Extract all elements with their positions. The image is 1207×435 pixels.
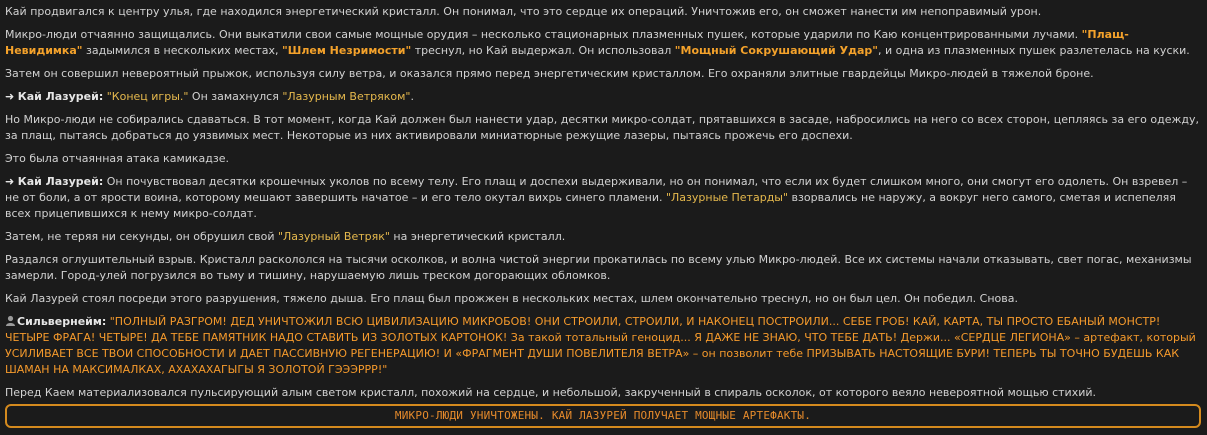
item-cloak: "Плащ-Невидимка" bbox=[5, 28, 1129, 57]
arrow-right-icon: ➜ bbox=[5, 175, 15, 188]
paragraph-ambush: Но Микро-люди не собирались сдаваться. В тот момент, когда Кай должен был нанести удар, десятки микро-солдат, прятавшихся в засаде, набросились на него со всех сторон, цепляясь за его одежду, за плащ, пытаясь добраться до уязвимых мест. Некоторые из них активировали миниатюрные режущие лазеры, пытаясь прожечь его доспехи. bbox=[5, 113, 1199, 142]
skill-name: "Лазурным Ветряком" bbox=[282, 90, 411, 103]
paragraph-intro: Кай продвигался к центру улья, где находился энергетический кристалл. Он понимал, что это сердце их операций. Уничтожив его, он сможет нанести им непоправимый урон. bbox=[5, 5, 1042, 18]
person-icon bbox=[5, 315, 16, 326]
text-segment: задымился в нескольких местах, bbox=[82, 44, 283, 57]
dialogue-quote: "Конец игры." bbox=[106, 90, 189, 103]
dialogue-silvername bbox=[5, 314, 1201, 378]
speaker-name: Сильвернейм: bbox=[17, 315, 107, 328]
dialogue-kai-1 bbox=[5, 89, 1201, 105]
text-segment: на энергетический кристалл. bbox=[389, 230, 566, 243]
text-segment: Он почувствовал десятки крошечных уколов по всему телу. Его плащ и доспехи выдерживали, но он понимал, что если их будет слишком много, они смогут его одолеть. Он взревел – не от боли, а от ярости воина, которому мешают завершить начатое – и его тело окутал вихрь синего пламени. bbox=[5, 175, 1188, 204]
text-segment: взорвались не наружу, а вокруг него самого, сметая и испепеляя всех прицепившихся к нему микро-солдат. bbox=[5, 191, 1176, 220]
text-segment: треснул, но Кай выдержал. Он использовал bbox=[411, 44, 675, 57]
skill-name: "Лазурный Ветряк" bbox=[277, 230, 390, 243]
speaker-name: Кай Лазурей: bbox=[17, 175, 104, 188]
text-segment: Микро-люди отчаянно защищались. Они выкатили свои самые мощные орудия – несколько стационарных плазменных пушек, которые ударили по Каю концентрированными лучами. bbox=[5, 28, 1082, 41]
skill-name: "Лазурные Петарды" bbox=[665, 191, 789, 204]
system-message-banner: МИКРО-ЛЮДИ УНИЧТОЖЕНЫ. КАЙ ЛАЗУРЕЙ ПОЛУЧАЕТ МОЩНЫЕ АРТЕФАКТЫ. bbox=[5, 404, 1201, 428]
dialogue-shout: "ПОЛНЫЙ РАЗГРОМ! ДЕД УНИЧТОЖИЛ ВСЮ ЦИВИЛИЗАЦИЮ МИКРОБОВ! ОНИ СТРОИЛИ, СТРОИЛИ, И НАКОНЕЦ ПОСТРОИЛИ... СЕБЕ ГРОБ! КАЙ, КАРТА, ТЫ ПРОСТО ЕБАНЫЙ МОНСТР! ЧЕТЫРЕ ФРАГА! ЧЕТЫРЕ! ДА ТЕБЕ ПАМЯТНИК НАДО СТАВИТЬ ИЗ ЗОЛОТЫХ КАРТОНОК! За такой тотальный геноцид... Я ДАЖЕ НЕ ЗНАЮ, ЧТО ТЕБЕ ДАТЬ! Держи... «СЕРДЦЕ ЛЕГИОНА» – артефакт, который УСИЛИВАЕТ ВСЕ ТВОИ СПОСОБНОСТИ И ДАЕТ ПАССИВНУЮ РЕГЕНЕРАЦИЮ! И «ФРАГМЕНТ ДУШИ ПОВЕЛИТЕЛЯ ВЕТРА» – он позволит тебе ПРИЗЫВАТЬ НАСТОЯЩИЕ БУРИ! ТЕПЕРЬ ТЫ ТОЧНО БУДЕШЬ КАК ШАМАН НА МАКСИМАЛКАХ, АХАХАХАГЫГЫ Я ЗОЛОТОЙ ГЭЭЭРРР!" bbox=[5, 315, 1196, 376]
paragraph-kamikaze: Это была отчаянная атака камикадзе. bbox=[5, 152, 229, 165]
text-segment: Он замахнулся bbox=[188, 90, 283, 103]
paragraph-defense bbox=[5, 27, 1201, 59]
paragraph-explosion: Раздался оглушительный взрыв. Кристалл раскололся на тысячи осколков, и волна чистой энергии прокатилась по всему улью Микро-людей. Все их системы начали отказывать, свет погас, механизмы замерли. Город-улей погрузился во тьму и тишину, нарушаемую лишь треском догорающих обломков. bbox=[5, 253, 1192, 282]
text-segment: Затем, не теряя ни секунды, он обрушил свой bbox=[5, 230, 278, 243]
text-segment: . bbox=[410, 90, 414, 103]
paragraph-leap: Затем он совершил невероятный прыжок, используя силу ветра, и оказался прямо перед энергетическим кристаллом. Его охраняли элитные гвардейцы Микро-людей в тяжелой броне. bbox=[5, 67, 1094, 80]
dialogue-kai-2 bbox=[5, 174, 1201, 222]
text-segment: , и одна из плазменных пушек разлетелась на куски. bbox=[877, 44, 1190, 57]
item-helmet: "Шлем Незримости" bbox=[282, 44, 412, 57]
paragraph-strike-crystal bbox=[5, 229, 1201, 245]
skill-strike: "Мощный Сокрушающий Удар" bbox=[674, 44, 878, 57]
paragraph-artifacts: Перед Каем материализовался пульсирующий алым светом кристалл, похожий на сердце, и небольшой, закрученный в спираль осколок, от которого веяло невероятной мощью стихий. bbox=[5, 386, 1097, 399]
paragraph-aftermath: Кай Лазурей стоял посреди этого разрушения, тяжело дыша. Его плащ был прожжен в нескольких местах, шлем окончательно треснул, но он был цел. Он победил. Снова. bbox=[5, 292, 1018, 305]
arrow-right-icon: ➜ bbox=[5, 90, 15, 103]
speaker-name: Кай Лазурей: bbox=[17, 90, 104, 103]
